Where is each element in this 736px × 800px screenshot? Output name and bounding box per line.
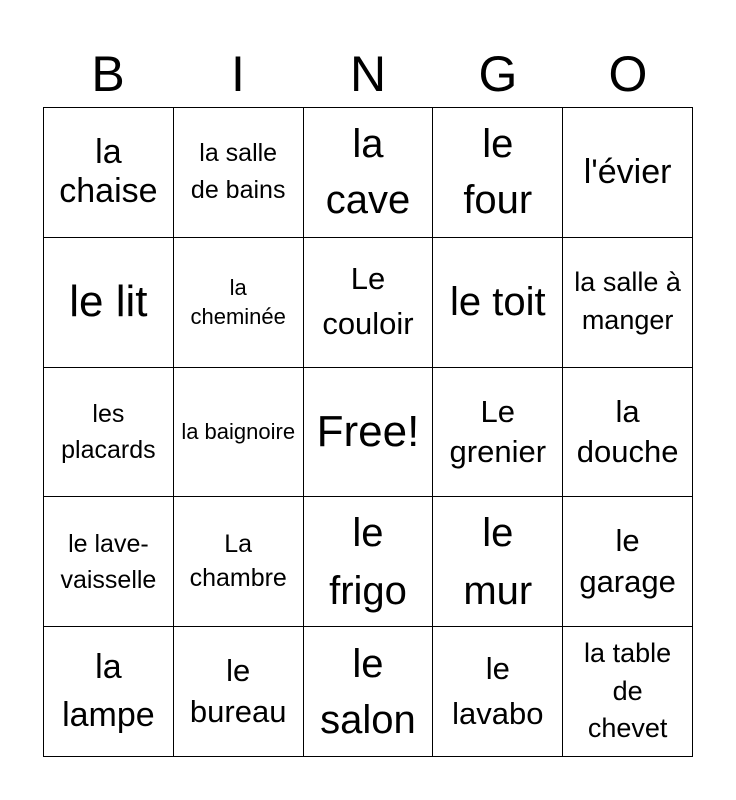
- cell-label: le lavabo: [452, 650, 544, 731]
- cell-label: l'évier: [583, 152, 672, 191]
- cell-label: la cave: [325, 122, 411, 223]
- bingo-cell-r4-c4[interactable]: [433, 497, 563, 627]
- bingo-cell-r2-c5[interactable]: [563, 238, 693, 368]
- bingo-cell-r3-c2[interactable]: [174, 368, 304, 498]
- cell-label: le lave-vaisselle: [60, 529, 157, 594]
- bingo-cell-r5-c4[interactable]: [433, 627, 563, 757]
- cell-label: le four: [463, 122, 533, 223]
- cell-label: Le couloir: [322, 261, 414, 342]
- bingo-cell-r5-c1[interactable]: [44, 627, 174, 757]
- cell-label: la chaise: [59, 133, 158, 211]
- cell-label: le salon: [320, 641, 416, 742]
- bingo-cell-r3-c5[interactable]: [563, 368, 693, 498]
- cell-label: les placards: [61, 399, 156, 464]
- bingo-header: [43, 40, 693, 108]
- cell-label: La chambre: [189, 530, 287, 592]
- free-space: Free!: [316, 406, 420, 456]
- bingo-cell-r1-c4[interactable]: [433, 108, 563, 238]
- cell-label: la salle de bains: [190, 138, 286, 205]
- bingo-cell-r4-c5[interactable]: [563, 497, 693, 627]
- cell-label: la table de chevet: [584, 637, 672, 744]
- cell-label: le bureau: [189, 653, 287, 729]
- bingo-cell-r4-c3[interactable]: [304, 497, 434, 627]
- cell-label: la cheminée: [190, 274, 286, 330]
- bingo-cell-r3-c1[interactable]: [44, 368, 174, 498]
- header-letter-b: B: [91, 46, 125, 102]
- bingo-cell-r4-c2[interactable]: [174, 497, 304, 627]
- cell-label: le garage: [579, 523, 676, 599]
- bingo-cell-r1-c5[interactable]: [563, 108, 693, 238]
- header-letter-g: G: [478, 46, 518, 102]
- bingo-cell-r5-c3[interactable]: [304, 627, 434, 757]
- bingo-cell-r2-c4[interactable]: [433, 238, 563, 368]
- bingo-cell-r4-c1[interactable]: [44, 497, 174, 627]
- bingo-board: [43, 107, 693, 757]
- bingo-cell-r5-c5[interactable]: [563, 627, 693, 757]
- header-letter-i: I: [231, 46, 245, 102]
- bingo-cell-r2-c3[interactable]: [304, 238, 434, 368]
- cell-label: le toit: [449, 280, 546, 325]
- bingo-cell-r3-c4[interactable]: [433, 368, 563, 498]
- cell-label: la douche: [576, 393, 679, 469]
- bingo-cell-r2-c1[interactable]: [44, 238, 174, 368]
- cell-label: le lit: [69, 276, 148, 326]
- cell-label: la lampe: [62, 648, 155, 734]
- bingo-cell-r1-c2[interactable]: [174, 108, 304, 238]
- bingo-cell-r1-c3[interactable]: [304, 108, 434, 238]
- cell-label: Le grenier: [449, 393, 547, 469]
- header-letter-n: N: [349, 46, 387, 102]
- cell-label: la salle à manger: [574, 267, 681, 336]
- cell-label: le mur: [463, 510, 533, 613]
- bingo-cell-r1-c1[interactable]: [44, 108, 174, 238]
- cell-label: la baignoire: [181, 419, 296, 445]
- bingo-cell-r2-c2[interactable]: [174, 238, 304, 368]
- header-letter-o: O: [608, 46, 648, 102]
- cell-label: le frigo: [329, 510, 407, 613]
- bingo-cell-r5-c2[interactable]: [174, 627, 304, 757]
- bingo-cell-r3-c3[interactable]: [304, 368, 434, 498]
